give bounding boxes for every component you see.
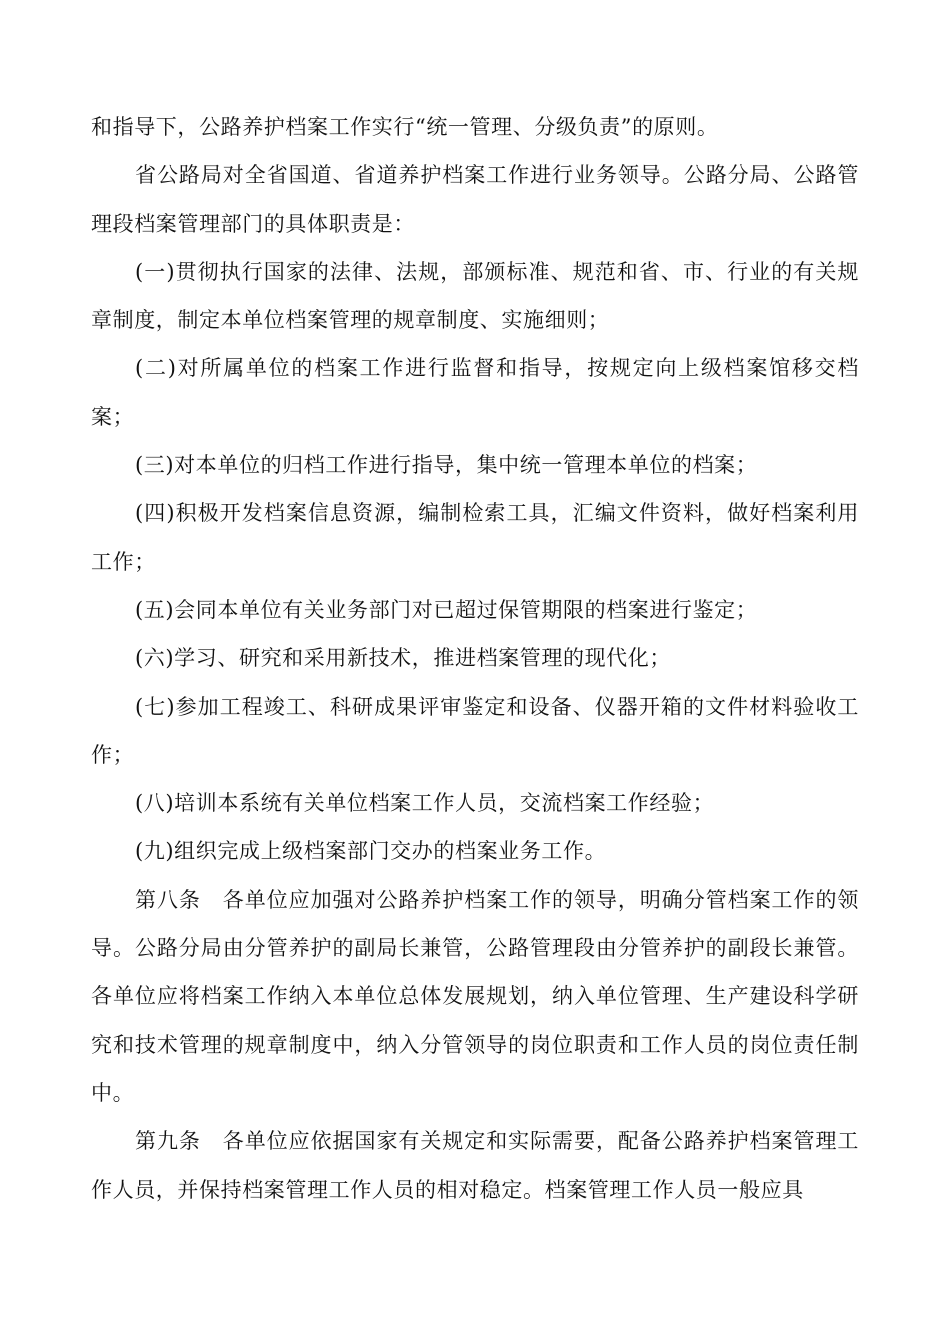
list-item-3: (三)对本单位的归档工作进行指导，集中统一管理本单位的档案；	[135, 453, 758, 478]
paragraph-continuation: 和指导下，公路养护档案工作实行“统一管理、分级负责”的原则。	[91, 115, 719, 139]
list-item-1: (一)贯彻执行国家的法律、法规，部颁标准、规范和省、市、行业的有关规章制度，制定本单位档案管理的规章制度、实施细则；	[91, 259, 859, 333]
list-item-8: (八)培训本系统有关单位档案工作人员，交流档案工作经验；	[135, 791, 715, 816]
list-item-9: (九)组织完成上级档案部门交办的档案业务工作。	[135, 839, 607, 864]
list-item-4: (四)积极开发档案信息资源，编制检索工具，汇编文件资料，做好档案利用工作；	[91, 501, 859, 574]
list-item-6: (六)学习、研究和采用新技术，推进档案管理的现代化；	[135, 646, 671, 671]
article-8: 第八条 各单位应加强对公路养护档案工作的领导，明确分管档案工作的领导。公路分局由分管养护的副局长兼管，公路管理段由分管养护的副段长兼管。各单位应将档案工作纳入本单位总体发展规划，纳入单位管理、生产建设科学研究和技术管理的规章制度中，纳入分管领导的岗位职责和工作人员的岗位责任制中。	[91, 887, 859, 1105]
list-item-2: (二)对所属单位的档案工作进行监督和指导，按规定向上级档案馆移交档案；	[91, 356, 859, 429]
article-9: 第九条 各单位应依据国家有关规定和实际需要，配备公路养护档案管理工作人员，并保持档案管理工作人员的相对稳定。档案管理工作人员一般应具	[91, 1129, 859, 1202]
document-body	[91, 103, 859, 1214]
list-item-5: (五)会同本单位有关业务部门对已超过保管期限的档案进行鉴定；	[135, 597, 758, 622]
paragraph-provincial-bureau-duties: 省公路局对全省国道、省道养护档案工作进行业务领导。公路分局、公路管理段档案管理部门的具体职责是：	[91, 163, 859, 236]
list-item-7: (七)参加工程竣工、科研成果评审鉴定和设备、仪器开箱的文件材料验收工作；	[91, 694, 859, 767]
